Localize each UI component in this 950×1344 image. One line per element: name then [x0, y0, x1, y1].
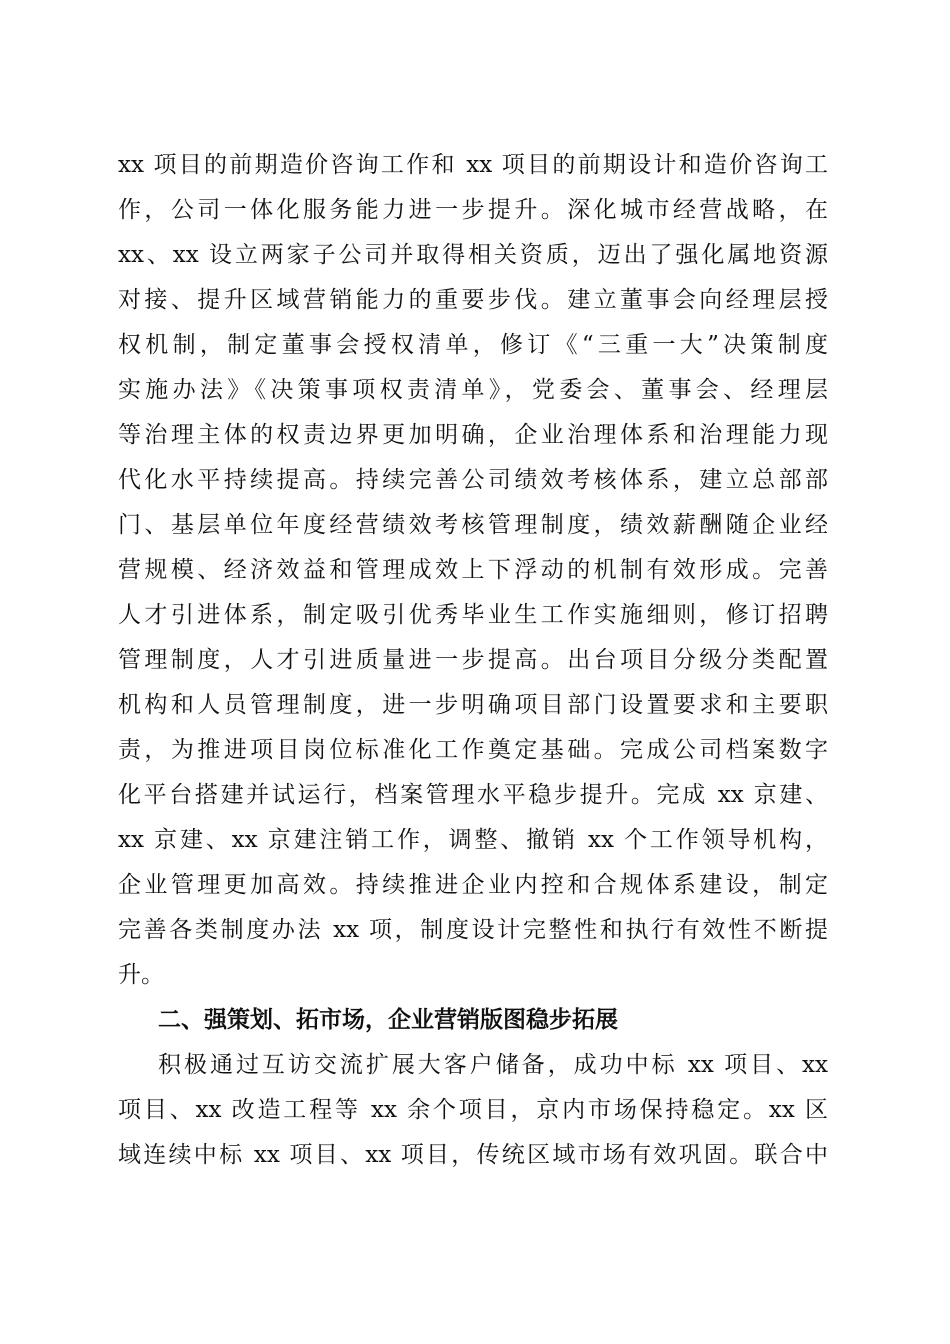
paragraph-line: xx、xx 设立两家子公司并取得相关资质，迈出了强化属地资源 — [118, 242, 828, 268]
paragraph-line: 升。 — [118, 962, 164, 988]
paragraph-line: 作，公司一体化服务能力进一步提升。深化城市经营战略，在 — [118, 197, 828, 223]
paragraph-line: 完善各类制度办法 xx 项，制度设计完整性和执行有效性不断提 — [118, 917, 828, 943]
paragraph-line: 项目、xx 改造工程等 xx 余个项目，京内市场保持稳定。xx 区 — [118, 1097, 828, 1123]
paragraph-line: xx 京建、xx 京建注销工作，调整、撤销 xx 个工作领导机构， — [118, 827, 828, 853]
paragraph-line: 代化水平持续提高。持续完善公司绩效考核体系，建立总部部 — [118, 467, 828, 493]
paragraph-line: 企业管理更加高效。持续推进企业内控和合规体系建设，制定 — [118, 872, 828, 898]
paragraph-line: 权机制，制定董事会授权清单，修订《“三重一大”决策制度 — [118, 332, 828, 358]
paragraph-line: 人才引进体系，制定吸引优秀毕业生工作实施细则，修订招聘 — [118, 602, 828, 628]
section-heading: 二、强策划、拓市场，企业营销版图稳步拓展 — [158, 1007, 618, 1033]
paragraph-line: 域连续中标 xx 项目、xx 项目，传统区域市场有效巩固。联合中 — [118, 1142, 828, 1168]
paragraph-line: 机构和人员管理制度，进一步明确项目部门设置要求和主要职 — [118, 692, 828, 718]
paragraph-line: 营规模、经济效益和管理成效上下浮动的机制有效形成。完善 — [118, 557, 828, 583]
paragraph-line: 对接、提升区域营销能力的重要步伐。建立董事会向经理层授 — [118, 287, 828, 313]
paragraph-line: 管理制度，人才引进质量进一步提高。出台项目分级分类配置 — [118, 647, 828, 673]
paragraph-line: xx 项目的前期造价咨询工作和 xx 项目的前期设计和造价咨询工 — [118, 152, 828, 178]
paragraph-line: 责，为推进项目岗位标准化工作奠定基础。完成公司档案数字 — [118, 737, 828, 763]
paragraph-line: 门、基层单位年度经营绩效考核管理制度，绩效薪酬随企业经 — [118, 512, 828, 538]
paragraph-line: 等治理主体的权责边界更加明确，企业治理体系和治理能力现 — [118, 422, 828, 448]
paragraph-line: 实施办法》《决策事项权责清单》，党委会、董事会、经理层 — [118, 377, 828, 403]
paragraph-line: 积极通过互访交流扩展大客户储备，成功中标 xx 项目、xx — [158, 1052, 828, 1078]
paragraph-line: 化平台搭建并试运行，档案管理水平稳步提升。完成 xx 京建、 — [118, 782, 828, 808]
